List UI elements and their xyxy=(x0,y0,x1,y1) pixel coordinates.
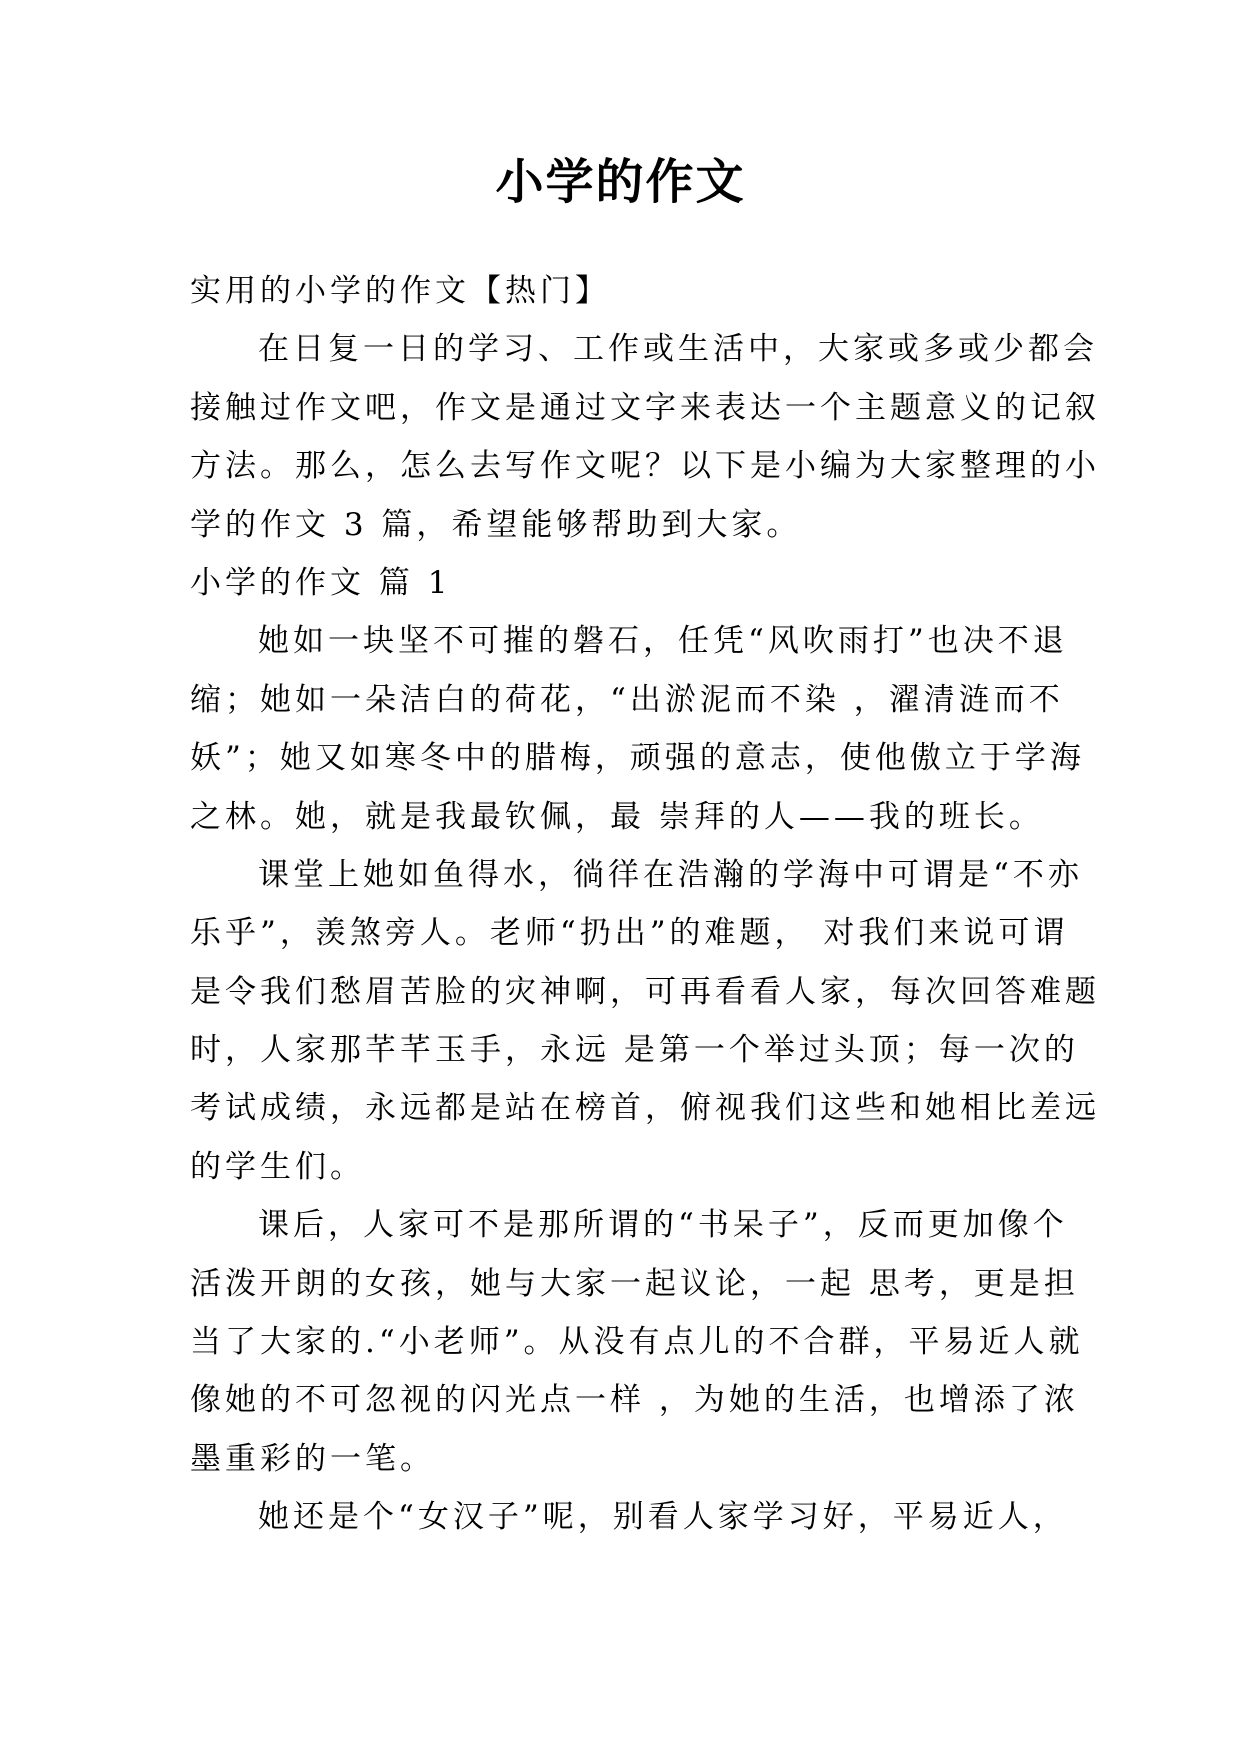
text-line: 当了大家的.“小老师”。从没有点儿的不合群，平易近人就 xyxy=(190,1324,1084,1361)
text-line: 时，人家那芊芊玉手，永远 是第一个举过头顶；每一次的 xyxy=(190,1032,1079,1069)
text-line: 考试成绩，永远都是站在榜首，俯视我们这些和她相比差远 xyxy=(190,1090,1100,1127)
text-line: 学的作文 3 篇，希望能够帮助到大家。 xyxy=(190,506,802,543)
text-line: 她还是个“女汉子”呢，别看人家学习好，平易近人， xyxy=(258,1499,1068,1536)
text-line: 的学生们。 xyxy=(190,1148,365,1185)
document-title: 小学的作文 xyxy=(495,154,746,210)
text-line: 缩；她如一朵洁白的荷花，“出淤泥而不染 ，濯清涟而不 xyxy=(190,681,1064,718)
text-line: 之林。她，就是我最钦佩，最 崇拜的人——我的班长。 xyxy=(190,798,1044,835)
text-line: 墨重彩的一笔。 xyxy=(190,1440,435,1477)
text-line: 方法。那么，怎么去写作文呢？以下是小编为大家整理的小 xyxy=(190,448,1100,485)
text-line: 课后，人家可不是那所谓的“书呆子”，反而更加像个 xyxy=(258,1207,1068,1244)
text-line: 乐乎”，羡煞旁人。老师“扔出”的难题， 对我们来说可谓 xyxy=(190,915,1069,952)
text-line: 在日复一日的学习、工作或生活中，大家或多或少都会 xyxy=(258,331,1098,368)
text-line: 像她的不可忽视的闪光点一样 ，为她的生活，也增添了浓 xyxy=(190,1382,1079,1419)
text-line: 她如一块坚不可摧的磐石，任凭“风吹雨打”也决不退 xyxy=(258,623,1068,660)
text-line: 妖”；她又如寒冬中的腊梅，顽强的意志，使他傲立于学海 xyxy=(190,740,1085,777)
subtitle-line: 实用的小学的作文【热门】 xyxy=(190,273,610,309)
section-heading: 小学的作文 篇 1 xyxy=(190,564,452,601)
text-line: 活泼开朗的女孩，她与大家一起议论，一起 思考，更是担 xyxy=(190,1265,1079,1302)
text-line: 课堂上她如鱼得水，徜徉在浩瀚的学海中可谓是“不亦 xyxy=(258,856,1083,893)
text-line: 接触过作文吧，作文是通过文字来表达一个主题意义的记叙 xyxy=(190,389,1100,426)
text-line: 是令我们愁眉苦脸的灾神啊，可再看看人家，每次回答难题 xyxy=(190,973,1100,1010)
document-body xyxy=(190,262,1100,1547)
